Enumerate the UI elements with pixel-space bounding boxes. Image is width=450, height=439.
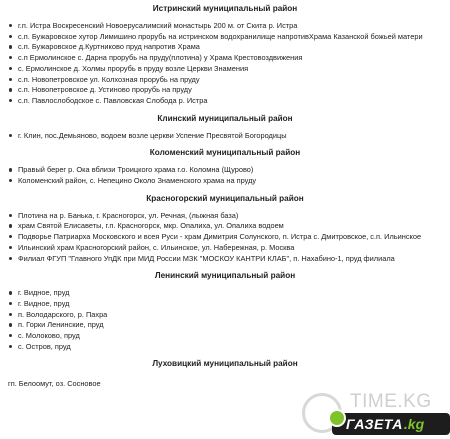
list-item: г. Видное, пруд <box>8 299 450 309</box>
list-item: с. Молоково, пруд <box>8 331 450 341</box>
watermark-banner <box>332 413 450 435</box>
list-item: г. Клин, пос.Демьяново, водоем возле церкви Успение Пресвятой Богородицы <box>8 131 450 141</box>
list-item: п. Горки Ленинские, пруд <box>8 320 450 330</box>
lukhovitsy-text: гп. Белоомут, оз. Сосновое <box>8 379 101 389</box>
section-heading-kolomna: Коломенский муниципальный район <box>149 148 301 158</box>
watermark-brand: ГАЗЕТА <box>346 416 403 432</box>
list-item: п. Володарского, р. Пахра <box>8 310 450 320</box>
list-item: Ильинский храм Красногорский район, с. Ильинское, ул. Набережная, р. Москва <box>8 243 450 253</box>
list-item: Плотина на р. Банька, г. Красногорск, ул. Речная, (лыжная база) <box>8 211 450 221</box>
section-heading-krasnogorsk: Красногорский муниципальный район <box>146 193 304 203</box>
list-istra <box>0 21 450 106</box>
watermark <box>300 391 450 439</box>
list-item: с.п. Новопетровское д. Устиново прорубь на пруду <box>8 85 450 95</box>
list-krasnogorsk <box>0 211 450 264</box>
list-lenin <box>0 288 450 351</box>
list-klin <box>0 131 450 141</box>
list-item: Филиал ФГУП "Главного УпДК при МИД России МЗК "МОСКОУ КАНТРИ КЛАБ", п. Нахабино-1, пруд филиала <box>8 254 450 264</box>
list-item: с. Ермолинское д. Холмы прорубь в пруду возле Церкви Знамения <box>8 64 450 74</box>
list-item: с. Остров, пруд <box>8 342 450 352</box>
list-item: с.п. Бужаровское хутор Лимишино прорубь на истринском водохранилище напротивХрама Казанской божьей матери <box>8 32 450 42</box>
list-item: г.п. Истра Воскресенский Новоерусалимский монастырь 200 м. от Скита р. Истра <box>8 21 450 31</box>
section-heading-lenin: Ленинский муниципальный район <box>154 271 296 281</box>
list-item: г. Видное, пруд <box>8 288 450 298</box>
list-kolomna <box>0 165 450 185</box>
section-heading-istra: Истринский муниципальный район <box>152 4 298 13</box>
list-item: с.п. Новопетровское ул. Колхозная прорубь на пруду <box>8 75 450 85</box>
watermark-domain: TIME.KG <box>350 391 432 412</box>
list-item: Коломенский район, с. Непецино Около Знаменского храма на пруду <box>8 176 450 186</box>
list-item: Подворье Патриарха Московского и всея Руси - храм Димитрия Солунского, п. Истра с. Дмитровское, с.п. Ильинское <box>8 232 450 242</box>
list-item: с.п. Павлослободское с. Павловская Слобода р. Истра <box>8 96 450 106</box>
section-heading-lukhovitsy: Луховицкий муниципальный район <box>152 359 298 369</box>
globe-icon <box>328 409 346 427</box>
list-item: Правый берег р. Ока вблизи Троицкого храма г.о. Коломна (Щурово) <box>8 165 450 175</box>
section-heading-klin: Клинский муниципальный район <box>157 113 293 123</box>
list-item: храм Святой Елисаветы, г.п. Красногорск, мкр. Опалиха, ул. Опалиха водоем <box>8 221 450 231</box>
list-item: с.п. Бужаровское д.Куртниково пруд напротив Храма <box>8 42 450 52</box>
list-item: с.п Ермолинское с. Дарна прорубь на пруду(плотина) у Храма Крестовоздвижения <box>8 53 450 63</box>
watermark-tld: .kg <box>403 416 425 432</box>
